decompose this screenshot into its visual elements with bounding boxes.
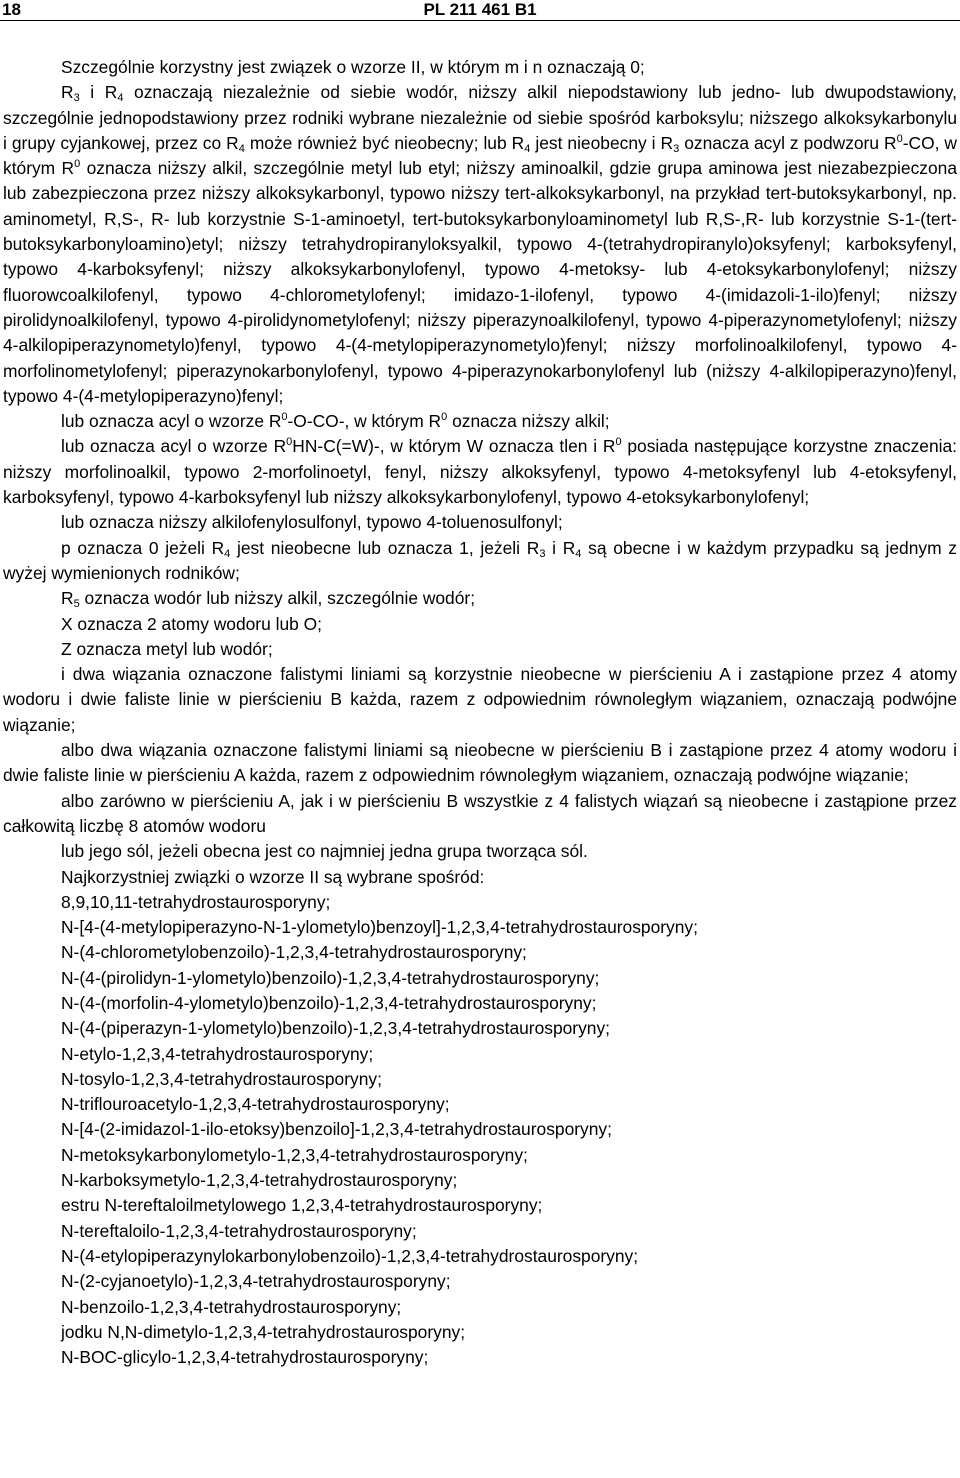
text-run: oznacza niższy alkil, szczególnie metyl lub etyl; niższy aminoalkil, gdzie grupa aminowa jest niezabezpieczona lub zabezpieczona przez niższy alkoksykarbonyl, typowo niższy tert-alkoksykarbonyl, na przykład tert-butoksykarbonyl, np. aminometyl, R,S-, R- lub korzystnie S-1-aminoetyl, tert-butoksykarbonyloaminometyl lub R,S-,R- lub korzystnie S-1-(tert-butoksykarbonyloamino)etyl; niższy tetrahydropiranyloksyalkil, typowo 4-(tetrahydropiranylo)oksyfenyl; karboksyfenyl, typowo 4-karboksyfenyl; niższy alkoksykarbonylofenyl, typowo 4-metoksy- lub 4-etoksykarbonylofenyl; niższy fluorowcoalkilofenyl, typowo 4-chlorometylofenyl; imidazo-1-ilofenyl, typowo 4-(imidazoli-1-ilo)fenyl; niższy pirolidynoalkilofenyl, typowo 4-pirolidynometylofenyl; niższy piperazynoalkilofenyl, typowo 4-piperazynometylofenyl; niższy 4-alkilopiperazynometylo)fenyl, typowo 4-(4-metylopiperazynometylo)fenyl; niższy morfolinoalkilofenyl, typowo 4-morfolinometylofenyl; piperazynokarbonylofenyl, typowo 4-piperazynokarbonylofenyl lub (niższy 4-alkilopiperazyno)fenyl, typowo 4-(4-metylopiperazyno)fenyl;: [3, 158, 957, 406]
paragraph: [3, 1168, 957, 1193]
paragraph: [3, 1219, 957, 1244]
subscript: 5: [73, 598, 80, 611]
superscript: 0: [281, 411, 288, 424]
text-run: N-tosylo-1,2,3,4-tetrahydrostaurosporyny;: [61, 1068, 382, 1089]
paragraph: [3, 839, 957, 864]
subscript: 4: [575, 547, 582, 560]
paragraph: [3, 991, 957, 1016]
text-run: HN-C(=W)-, w którym W oznacza tlen i R: [292, 436, 616, 457]
text-run: N-[4-(4-metylopiperazyno-N-1-ylometylo)benzoyl]-1,2,3,4-tetrahydrostaurosporyny;: [61, 917, 698, 938]
paragraph: [3, 1042, 957, 1067]
paragraph: [3, 80, 957, 409]
text-run: N-metoksykarbonylometylo-1,2,3,4-tetrahydrostaurosporyny;: [61, 1144, 528, 1165]
patent-number: PL 211 461 B1: [423, 0, 537, 19]
text-run: N-karboksymetylo-1,2,3,4-tetrahydrostaurosporyny;: [61, 1170, 458, 1191]
paragraph: [3, 1016, 957, 1041]
text-run: albo dwa wiązania oznaczone falistymi liniami są nieobecne w pierścieniu B i zastąpione przez 4 atomy wodoru i dwie faliste linie w pierścieniu A każda, razem z odpowiednim równoległym wiązaniem, oznaczają podwójne wiązanie;: [3, 740, 957, 786]
text-run: -O-CO-, w którym R: [287, 411, 442, 432]
text-run: jest nieobecny i R: [530, 132, 674, 153]
text-run: jest nieobecne lub oznacza 1, jeżeli R: [230, 537, 540, 558]
text-run: jodku N,N-dimetylo-1,2,3,4-tetrahydrostaurosporyny;: [61, 1321, 466, 1342]
text-run: Szczególnie korzystny jest związek o wzorze II, w którym m i n oznaczają 0;: [61, 57, 645, 77]
paragraph: [3, 1269, 957, 1294]
text-run: N-BOC-glicylo-1,2,3,4-tetrahydrostaurosporyny;: [61, 1347, 429, 1368]
text-run: N-(2-cyjanoetylo)-1,2,3,4-tetrahydrostaurosporyny;: [61, 1271, 451, 1292]
text-run: są obecne i w każdym przypadku są jednym z wyżej wymienionych rodników;: [3, 537, 957, 583]
text-run: lub jego sól, jeżeli obecna jest co najmniej jedna grupa tworząca sól.: [61, 841, 588, 862]
text-run: N-triflouroacetylo-1,2,3,4-tetrahydrostaurosporyny;: [61, 1094, 450, 1115]
superscript: 0: [74, 158, 81, 171]
text-run: X oznacza 2 atomy wodoru lub O;: [61, 613, 322, 634]
text-run: N-etylo-1,2,3,4-tetrahydrostaurosporyny;: [61, 1043, 374, 1064]
superscript: 0: [896, 132, 903, 145]
paragraph: [3, 510, 957, 535]
text-run: oznacza acyl z podwzoru R: [679, 132, 897, 153]
header-rule: [0, 20, 960, 21]
subscript: 3: [73, 92, 80, 105]
paragraph: [3, 1193, 957, 1218]
text-run: p oznacza 0 jeżeli R: [61, 537, 225, 558]
document-body: [3, 55, 957, 1370]
paragraph: [3, 662, 957, 738]
text-run: N-(4-etylopiperazynylokarbonylobenzoilo)-1,2,3,4-tetrahydrostaurosporyny;: [61, 1245, 639, 1266]
text-run: i R: [545, 537, 576, 558]
text-run: oznaczają niezależnie od siebie wodór, niższy alkil niepodstawiony lub jedno- lub dwupodstawiony, szczególnie jednopodstawiony przez rodniki wybrane niezależnie od siebie spośród karboksylu; niższego alkoksykarbonylu i grupy cyjankowej, przez co R: [3, 82, 957, 153]
paragraph: [3, 865, 957, 890]
paragraph: [3, 1295, 957, 1320]
text-run: może również być nieobecny; lub R: [244, 132, 525, 153]
text-run: oznacza wodór lub niższy alkil, szczególnie wodór;: [79, 588, 476, 609]
subscript: 4: [524, 142, 531, 155]
paragraph: [3, 536, 957, 587]
text-run: N-benzoilo-1,2,3,4-tetrahydrostaurosporyny;: [61, 1296, 402, 1317]
subscript: 3: [539, 547, 546, 560]
text-run: i dwa wiązania oznaczone falistymi liniami są korzystnie nieobecne w pierścieniu A i zastąpione przez 4 atomy wodoru i dwie faliste linie w pierścieniu B każda, razem z odpowiednim równoległym wiązaniem, oznaczają podwójne wiązanie;: [3, 664, 957, 735]
paragraph: [3, 409, 957, 434]
paragraph: [3, 1117, 957, 1142]
paragraph: [3, 915, 957, 940]
paragraph: [3, 1320, 957, 1345]
paragraph: [3, 637, 957, 662]
superscript: 0: [441, 411, 448, 424]
superscript: 0: [615, 436, 622, 449]
subscript: 4: [117, 92, 124, 105]
text-run: R: [61, 82, 74, 103]
page-header: [0, 0, 960, 20]
text-run: posiada następujące korzystne znaczenia: niższy morfolinoalkil, typowo 2-morfolinoetyl, fenyl, niższy alkoksyfenyl, typowo 4-metoksyfenyl lub 4-etoksyfenyl, karboksyfenyl, typowo 4-karboksyfenyl lub niższy alkoksykarbonylofenyl, typowo 4-etoksykarbonylofenyl;: [3, 436, 957, 508]
text-run: N-(4-chlorometylobenzoilo)-1,2,3,4-tetrahydrostaurosporyny;: [61, 942, 527, 963]
text-run: N-[4-(2-imidazol-1-ilo-etoksy)benzoilo]-1,2,3,4-tetrahydrostaurosporyny;: [61, 1119, 612, 1140]
paragraph: [3, 738, 957, 789]
paragraph: [3, 1244, 957, 1269]
paragraph: [3, 890, 957, 915]
paragraph: [3, 586, 957, 611]
text-run: lub oznacza acyl o wzorze R: [61, 436, 287, 457]
text-run: N-tereftaloilo-1,2,3,4-tetrahydrostaurosporyny;: [61, 1220, 417, 1241]
paragraph: [3, 940, 957, 965]
text-run: lub oznacza niższy alkilofenylosulfonyl, typowo 4-toluenosulfonyl;: [61, 512, 563, 533]
text-run: i R: [79, 82, 118, 103]
subscript: 4: [224, 547, 231, 560]
text-run: Z oznacza metyl lub wodór;: [61, 638, 273, 659]
subscript: 4: [238, 142, 245, 155]
superscript: 0: [286, 436, 293, 449]
text-run: N-(4-(piperazyn-1-ylometylo)benzoilo)-1,2,3,4-tetrahydrostaurosporyny;: [61, 1018, 610, 1039]
text-run: oznacza niższy alkil;: [447, 411, 610, 432]
paragraph: [3, 789, 957, 840]
paragraph: [3, 1092, 957, 1117]
text-run: albo zarówno w pierścieniu A, jak i w pierścieniu B wszystkie z 4 falistych wiązań są nieobecne i zastąpione przez całkowitą liczbę 8 atomów wodoru: [3, 790, 957, 836]
text-run: lub oznacza acyl o wzorze R: [61, 411, 282, 432]
paragraph: [3, 612, 957, 637]
paragraph: [3, 434, 957, 510]
text-run: -CO, w którym R: [3, 132, 957, 179]
text-run: 8,9,10,11-tetrahydrostaurosporyny;: [61, 891, 331, 912]
paragraph: [3, 966, 957, 991]
text-run: Najkorzystniej związki o wzorze II są wybrane spośród:: [61, 866, 485, 887]
paragraph: [3, 55, 957, 80]
text-run: R: [61, 588, 74, 609]
paragraph: [3, 1345, 957, 1370]
paragraph: [3, 1143, 957, 1168]
paragraph: [3, 1067, 957, 1092]
subscript: 3: [673, 142, 680, 155]
text-run: N-(4-(morfolin-4-ylometylo)benzoilo)-1,2,3,4-tetrahydrostaurosporyny;: [61, 992, 597, 1013]
text-run: N-(4-(pirolidyn-1-ylometylo)benzoilo)-1,2,3,4-tetrahydrostaurosporyny;: [61, 967, 600, 988]
text-run: estru N-tereftaloilmetylowego 1,2,3,4-tetrahydrostaurosporyny;: [61, 1195, 543, 1216]
page-number: 18: [2, 0, 21, 19]
